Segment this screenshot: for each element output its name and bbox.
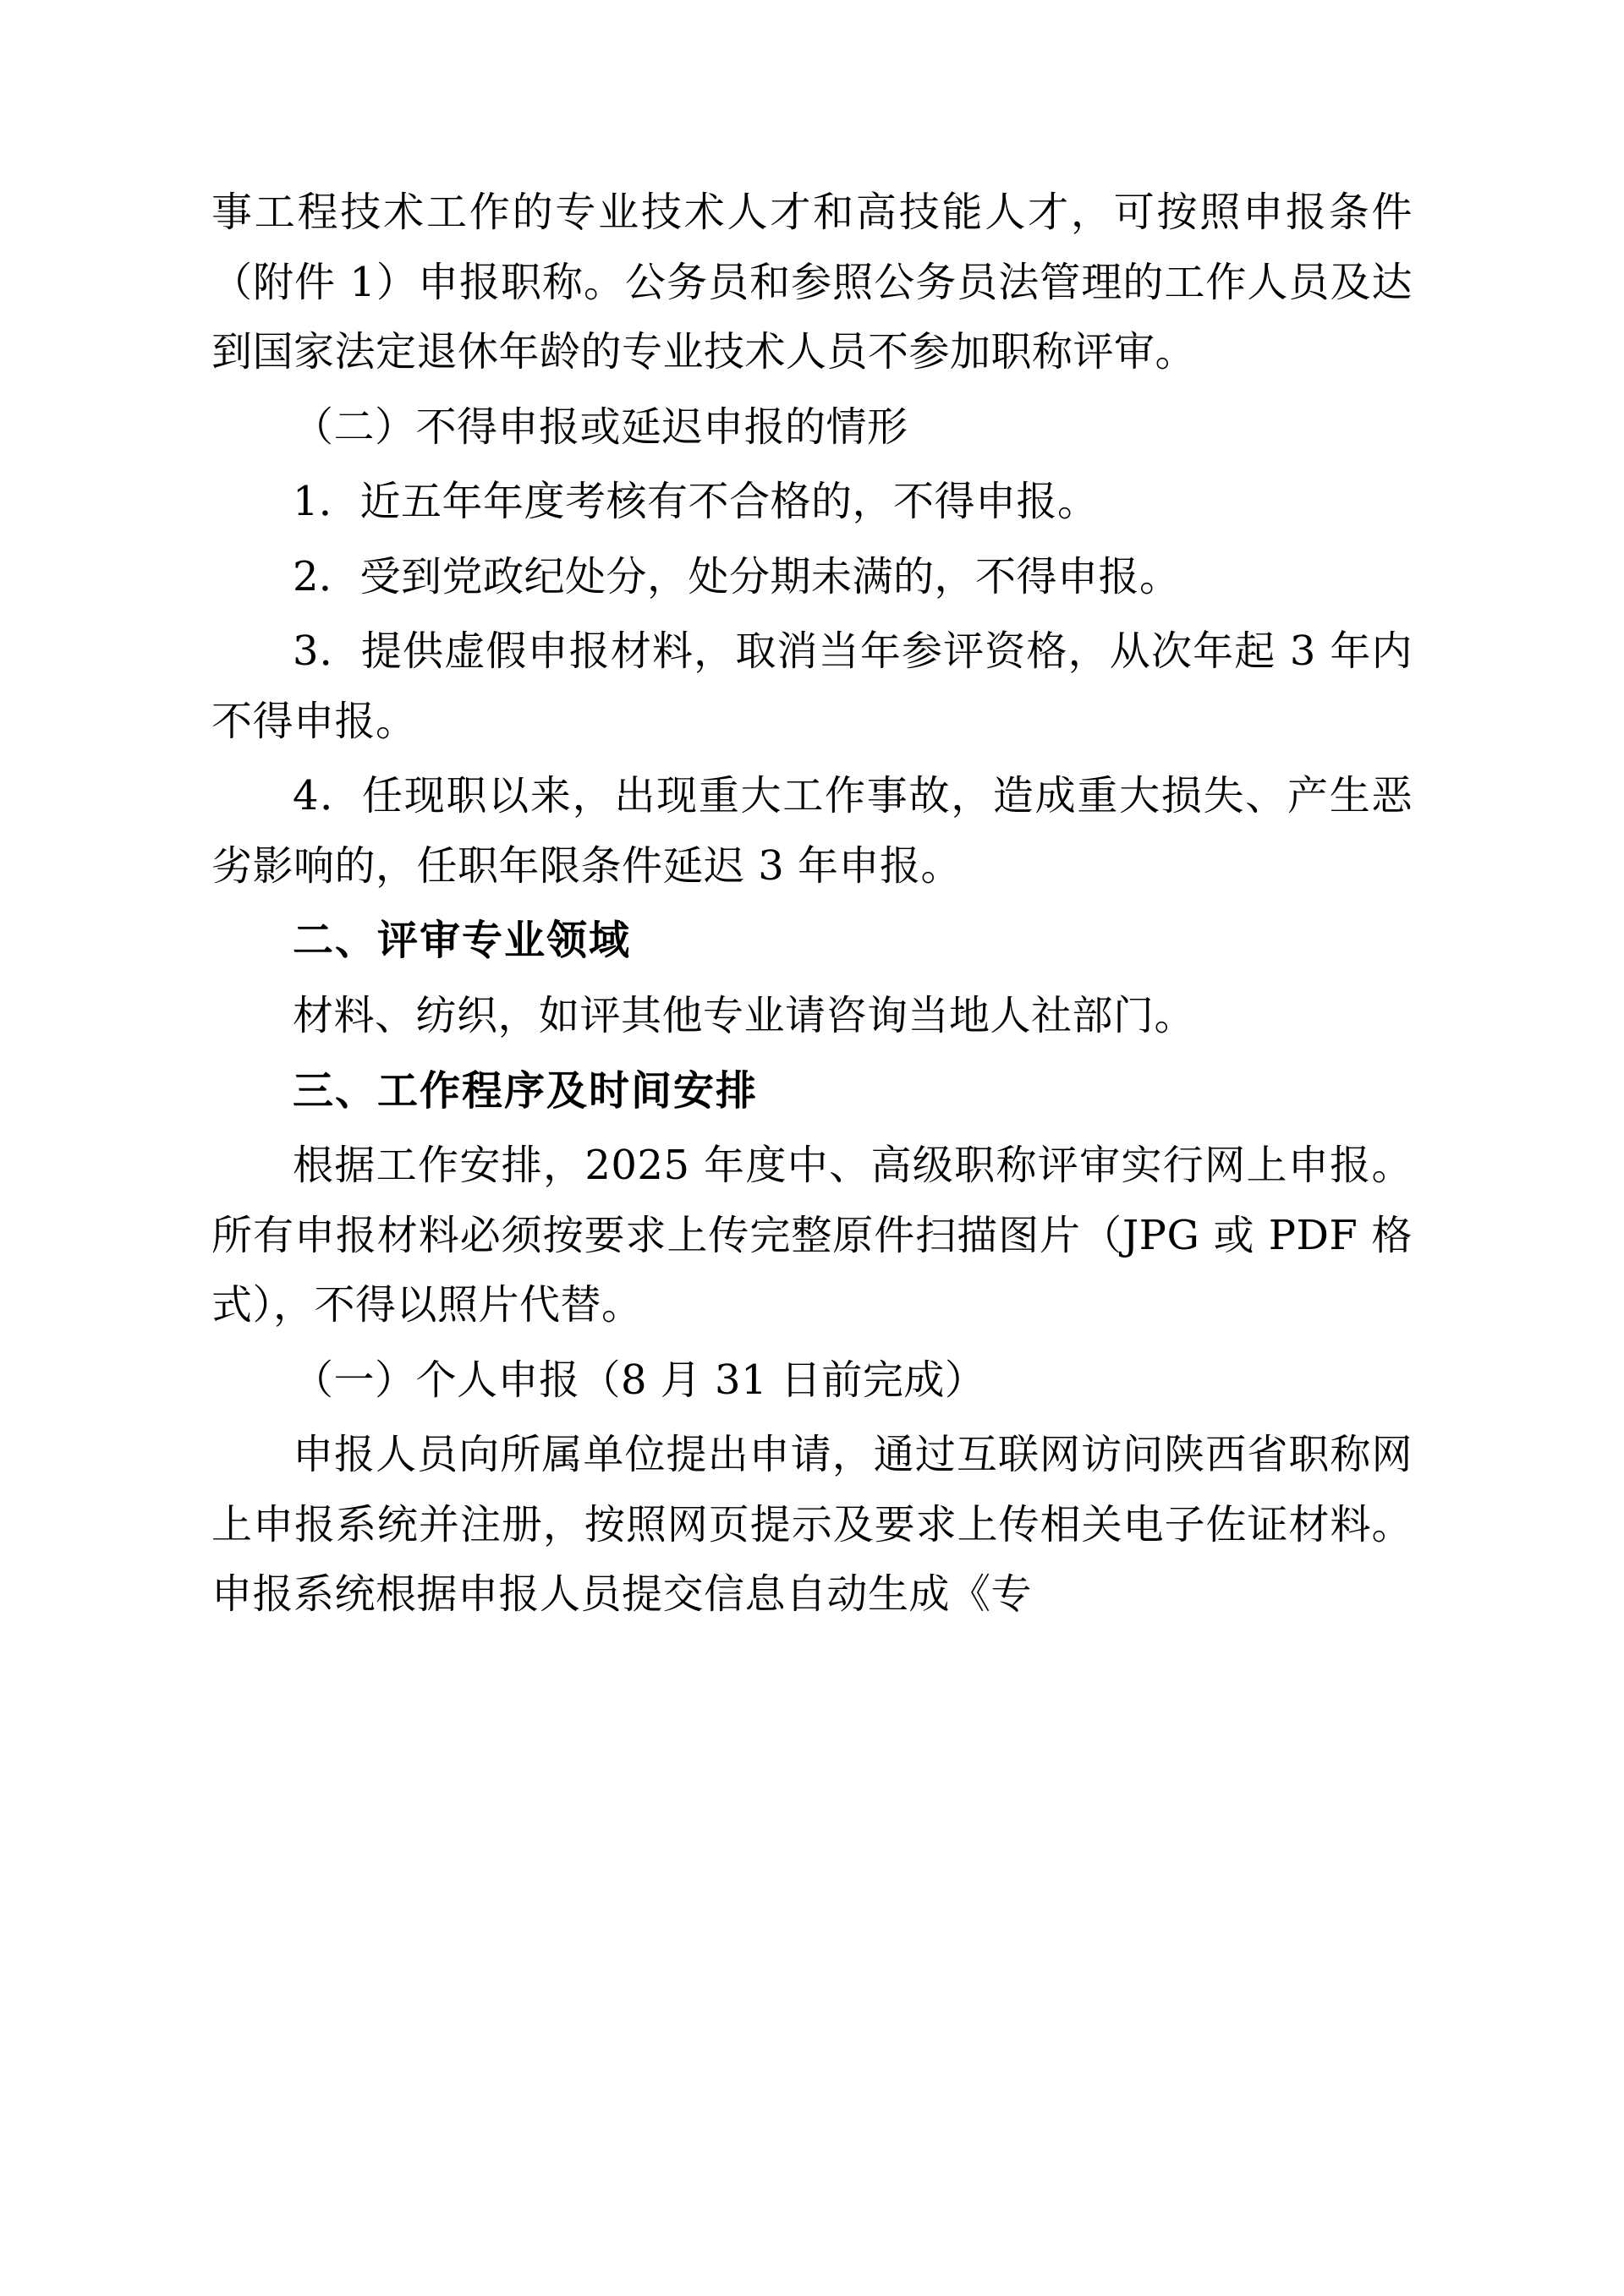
paragraph-section-2-heading: （二）不得申报或延迟申报的情形	[293, 403, 908, 451]
document-body	[211, 178, 1413, 1630]
paragraph-item-4: 4．任现职以来，出现重大工作事故，造成重大损失、产生恶劣影响的，任职年限条件延迟 3 年申报。	[211, 772, 1413, 890]
paragraph-fields: 材料、纺织，如评其他专业请咨询当地人社部门。	[293, 992, 1196, 1040]
paragraph-continued: 事工程技术工作的专业技术人才和高技能人才，可按照申报条件（附件 1）申报职称。公务员和参照公务员法管理的工作人员及达到国家法定退休年龄的专业技术人员不参加职称评审。	[211, 189, 1413, 376]
paragraph-step-one-heading: （一）个人申报（8 月 31 日前完成）	[293, 1356, 986, 1404]
paragraph-item-2: 2．受到党政纪处分，处分期未满的，不得申报。	[293, 552, 1181, 600]
heading-section-three: 三、工作程序及时间安排	[293, 1066, 759, 1115]
paragraph-item-1: 1．近五年年度考核有不合格的，不得申报。	[293, 478, 1099, 526]
paragraph-schedule-intro: 根据工作安排，2025 年度中、高级职称评审实行网上申报。所有申报材料必须按要求上传完整原件扫描图片（JPG 或 PDF 格式），不得以照片代替。	[211, 1142, 1413, 1329]
heading-section-two: 二、评审专业领域	[293, 917, 632, 965]
paragraph-item-3: 3．提供虚假申报材料，取消当年参评资格，从次年起 3 年内不得申报。	[211, 627, 1413, 745]
paragraph-step-one-body: 申报人员向所属单位提出申请，通过互联网访问陕西省职称网上申报系统并注册，按照网页提示及要求上传相关电子佐证材料。申报系统根据申报人员提交信息自动生成《专	[211, 1431, 1413, 1619]
